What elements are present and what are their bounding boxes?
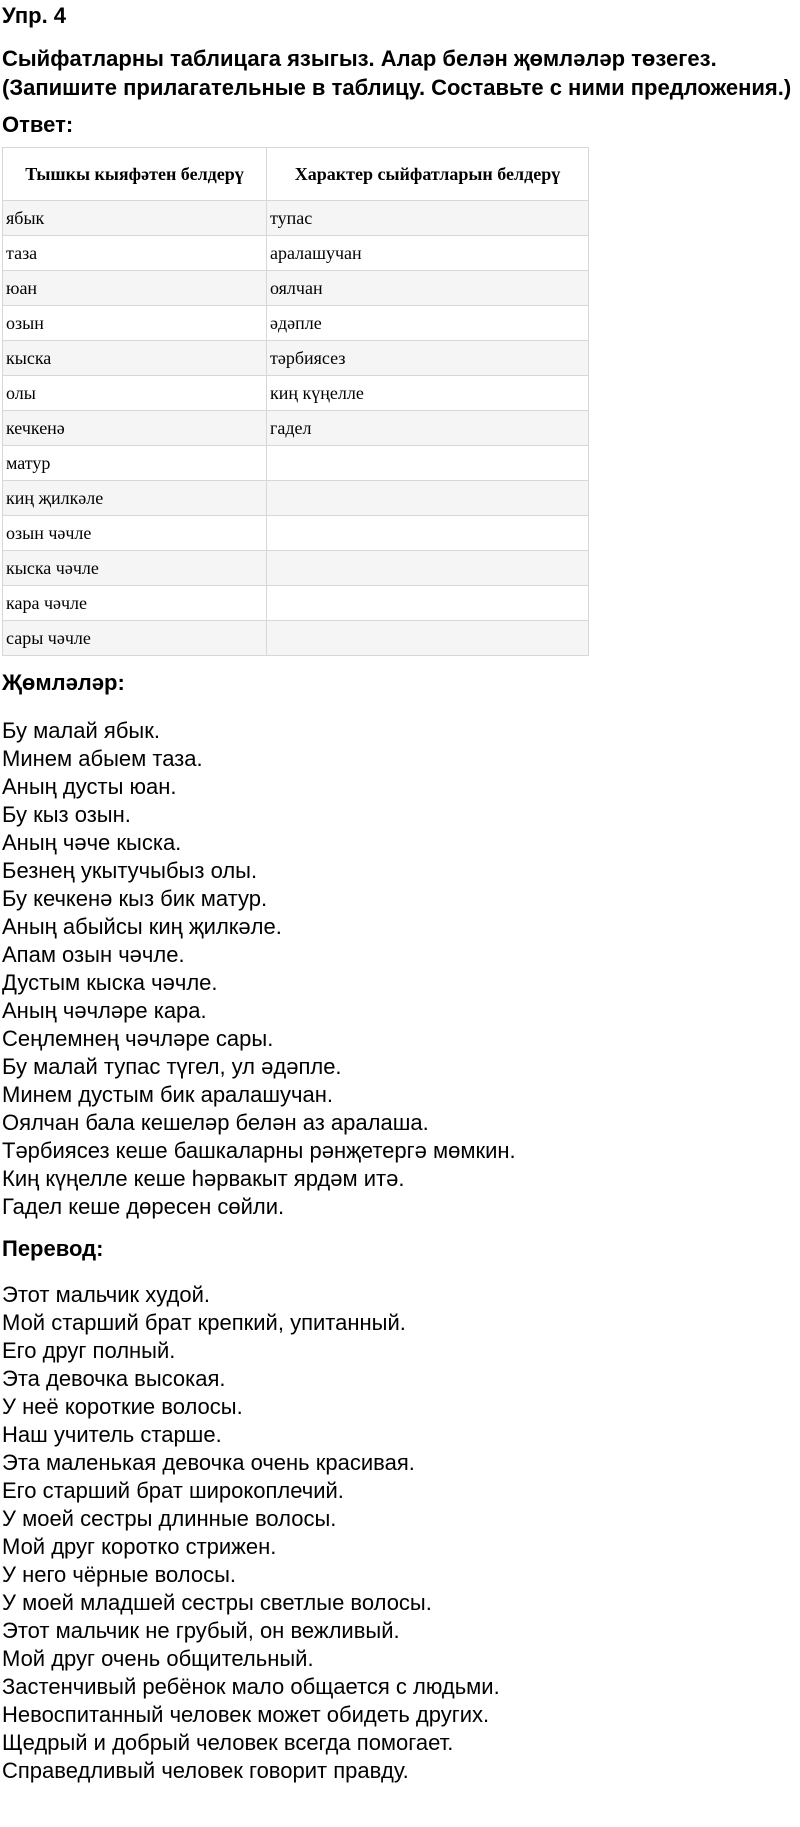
sentence-line: Минем дустым бик аралашучан. bbox=[2, 1082, 333, 1107]
sentence-line: Аның чәче кыска. bbox=[2, 830, 182, 855]
table-cell-character: аралашучан bbox=[267, 236, 589, 271]
table-header-row bbox=[3, 148, 589, 201]
table-cell-appearance: ябык bbox=[3, 201, 267, 236]
table-row bbox=[3, 201, 589, 236]
table-row bbox=[3, 446, 589, 481]
table-row bbox=[3, 411, 589, 446]
sentence-line: Аның дусты юан. bbox=[2, 774, 177, 799]
translation-line: У неё короткие волосы. bbox=[2, 1394, 243, 1419]
table-header-character: Характер сыйфатларын белдерү bbox=[267, 148, 589, 201]
sentence-line: Бу кечкенә кыз бик матур. bbox=[2, 886, 268, 911]
translation-line: Его друг полный. bbox=[2, 1338, 176, 1363]
table-row bbox=[3, 516, 589, 551]
sentence-line: Бу малай тупас түгел, ул әдәпле. bbox=[2, 1054, 342, 1079]
translation-line: У него чёрные волосы. bbox=[2, 1562, 237, 1587]
translation-line: Щедрый и добрый человек всегда помогает. bbox=[2, 1730, 454, 1755]
adjectives-table bbox=[2, 147, 589, 656]
task-text: Сыйфатларны таблицага языгыз. Алар белән җөмләләр төзегез. (Запишите прилагательные в таблицу. Составьте с ними предложения.) bbox=[2, 46, 792, 100]
translation-line: Справедливый человек говорит правду. bbox=[2, 1758, 409, 1783]
translation-line: Застенчивый ребёнок мало общается с людьми. bbox=[2, 1674, 500, 1699]
table-cell-appearance: кечкенә bbox=[3, 411, 267, 446]
table-header-appearance: Тышкы кыяфәтен белдерү bbox=[3, 148, 267, 201]
sentence-line: Киң күңелле кеше һәрвакыт ярдәм итә. bbox=[2, 1166, 405, 1191]
sentence-line: Безнең укытучыбыз олы. bbox=[2, 858, 258, 883]
table-row bbox=[3, 306, 589, 341]
sentence-line: Дустым кыска чәчле. bbox=[2, 970, 218, 995]
sentence-line: Тәрбиясез кеше башкаларны рәнҗетергә мөмкин. bbox=[2, 1138, 516, 1163]
table-cell-appearance: кара чәчле bbox=[3, 586, 267, 621]
table-cell-appearance: юан bbox=[3, 271, 267, 306]
table-row bbox=[3, 271, 589, 306]
table-cell-character bbox=[267, 516, 589, 551]
table-cell-character: гадел bbox=[267, 411, 589, 446]
table-cell-character bbox=[267, 586, 589, 621]
table-row bbox=[3, 236, 589, 271]
translation-line: Эта маленькая девочка очень красивая. bbox=[2, 1450, 415, 1475]
table-cell-appearance: кыска чәчле bbox=[3, 551, 267, 586]
table-row bbox=[3, 551, 589, 586]
sentence-line: Бу кыз озын. bbox=[2, 802, 131, 827]
table-cell-appearance: озын чәчле bbox=[3, 516, 267, 551]
table-cell-character: әдәпле bbox=[267, 306, 589, 341]
sentence-line: Бу малай ябык. bbox=[2, 718, 160, 743]
table-cell-character: оялчан bbox=[267, 271, 589, 306]
translation-line: Мой старший брат крепкий, упитанный. bbox=[2, 1310, 406, 1335]
table-row bbox=[3, 586, 589, 621]
table-cell-appearance: кыска bbox=[3, 341, 267, 376]
translation-line: Мой друг очень общительный. bbox=[2, 1646, 314, 1671]
sentence-line: Апам озын чәчле. bbox=[2, 942, 185, 967]
answer-heading: Ответ: bbox=[2, 112, 74, 137]
table-cell-appearance: олы bbox=[3, 376, 267, 411]
table-row bbox=[3, 481, 589, 516]
table-row bbox=[3, 621, 589, 656]
table-cell-character bbox=[267, 621, 589, 656]
table-cell-character: киң күңелле bbox=[267, 376, 589, 411]
translation-line: Мой друг коротко стрижен. bbox=[2, 1534, 277, 1559]
table-cell-character bbox=[267, 446, 589, 481]
translation-line: Невоспитанный человек может обидеть других. bbox=[2, 1702, 490, 1727]
translation-line: У моей сестры длинные волосы. bbox=[2, 1506, 337, 1531]
sentence-line: Оялчан бала кешеләр белән аз аралаша. bbox=[2, 1110, 429, 1135]
sentence-line: Аның абыйсы киң җилкәле. bbox=[2, 914, 282, 939]
sentences-list bbox=[2, 717, 800, 1221]
exercise-title: Упр. 4 bbox=[2, 3, 67, 28]
translation-line: Эта девочка высокая. bbox=[2, 1366, 226, 1391]
sentences-heading: Җөмләләр: bbox=[2, 670, 125, 695]
sentence-line: Сеңлемнең чәчләре сары. bbox=[2, 1026, 274, 1051]
table-cell-character: тупас bbox=[267, 201, 589, 236]
translation-line: У моей младшей сестры светлые волосы. bbox=[2, 1590, 432, 1615]
table-cell-character bbox=[267, 481, 589, 516]
translation-line: Наш учитель старше. bbox=[2, 1422, 222, 1447]
sentence-line: Минем абыем таза. bbox=[2, 746, 203, 771]
translation-line: Его старший брат широкоплечий. bbox=[2, 1478, 344, 1503]
table-row bbox=[3, 341, 589, 376]
sentence-line: Гадел кеше дөресен сөйли. bbox=[2, 1194, 285, 1219]
table-cell-character: тәрбиясез bbox=[267, 341, 589, 376]
sentence-line: Аның чәчләре кара. bbox=[2, 998, 207, 1023]
translation-heading: Перевод: bbox=[2, 1236, 104, 1261]
table-row bbox=[3, 376, 589, 411]
translation-line: Этот мальчик худой. bbox=[2, 1282, 211, 1307]
table-cell-appearance: сары чәчле bbox=[3, 621, 267, 656]
translation-list bbox=[2, 1281, 800, 1785]
translation-line: Этот мальчик не грубый, он вежливый. bbox=[2, 1618, 400, 1643]
table-cell-character bbox=[267, 551, 589, 586]
table-cell-appearance: озын bbox=[3, 306, 267, 341]
table-cell-appearance: таза bbox=[3, 236, 267, 271]
table-cell-appearance: киң җилкәле bbox=[3, 481, 267, 516]
table-cell-appearance: матур bbox=[3, 446, 267, 481]
